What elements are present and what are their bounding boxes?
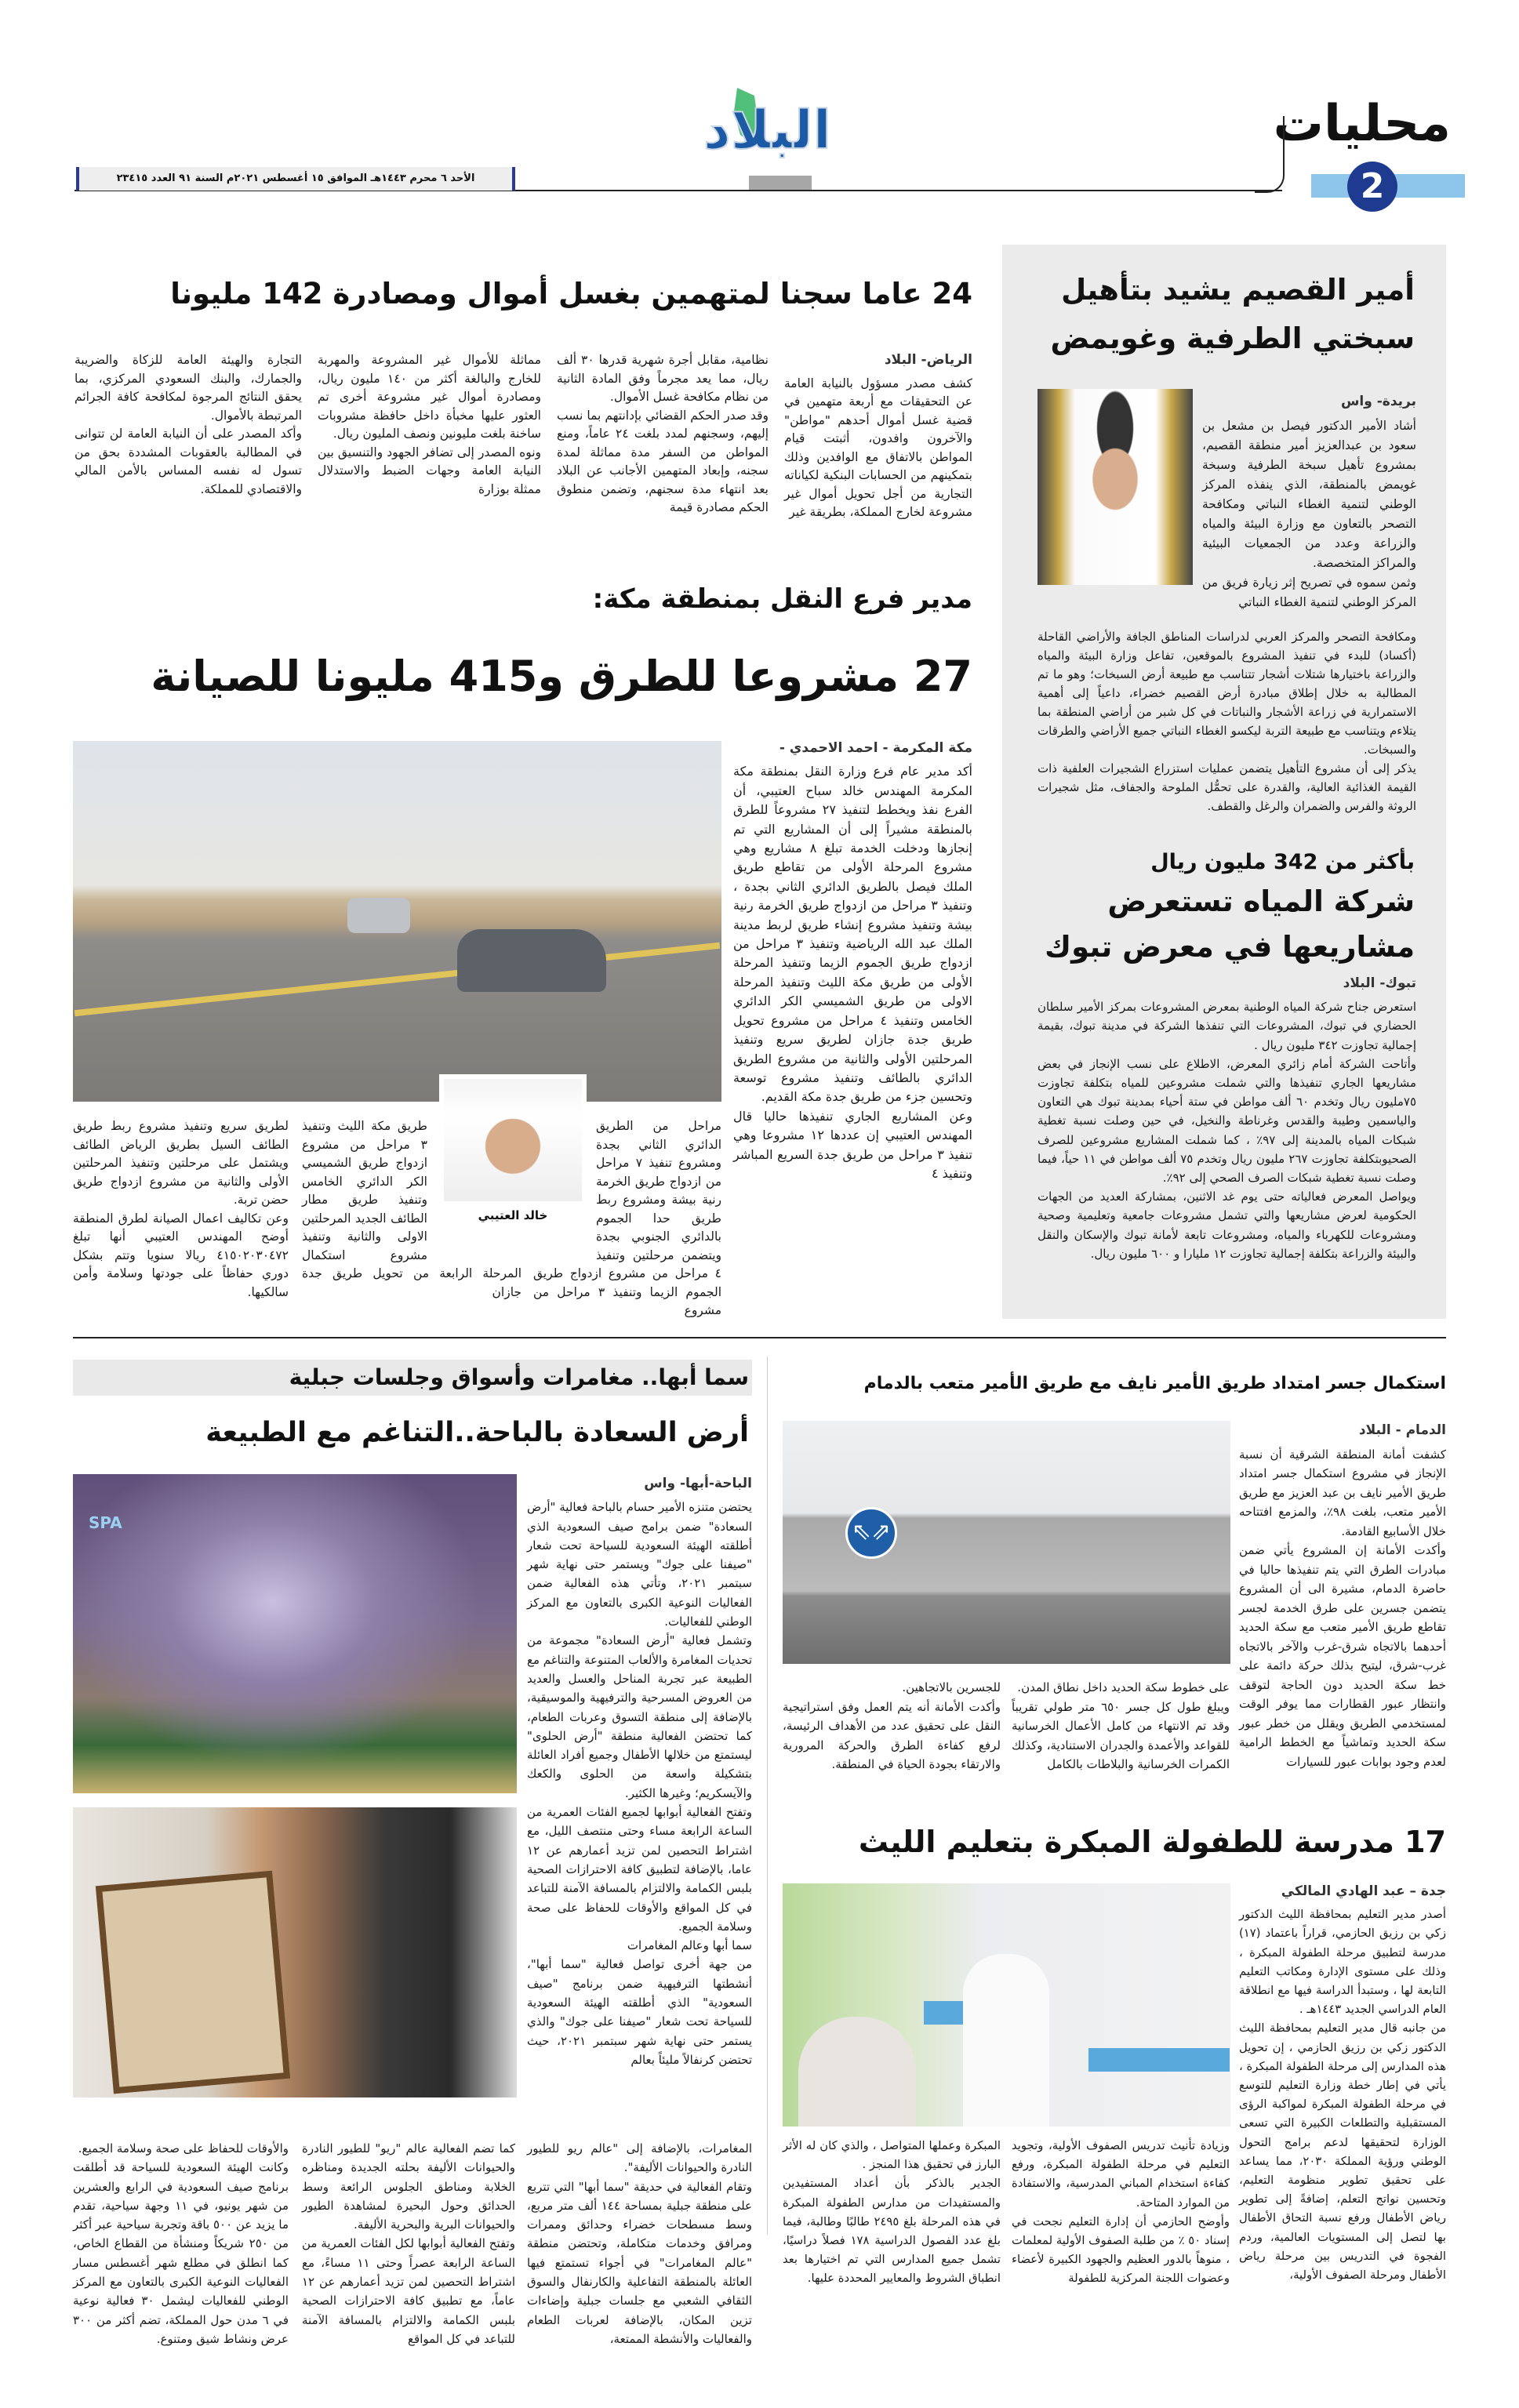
road-lane-line [74,942,720,1016]
dateline: الباحة-أبها- واس [644,1476,752,1491]
logo-text: البلاد [703,100,831,162]
section-divider [73,1337,1446,1338]
direction-sign-icon: ⇖⇗ [845,1507,897,1559]
dateline: الرياض- البلاد [884,352,972,368]
kicker-water: بأكثر من 342 مليون ريال [1150,850,1415,874]
column: نظامية، مقابل أجرة شهرية قدرها ٣٠ ألف ريال، مما يعد مجرماً وفق المادة الثانية من نظام مكافحة غسل الأموال. وقد صدر الحكم القضائي بإدانتهم بما نسب إليهم، وسجنهم لمدد بلغت ٢٤ عاماً، ومنع المواطن من السفر مدة مماثلة لمدة سجنه، وإبعاد المتهمين الأجانب عن البلاد بعد انتهاء مدة سجنهم، وتضمن منطوق الحكم مصادرة قيمة [557,353,769,514]
issue-date: الأحد ٦ محرم ١٤٤٣هـ الموافق ١٥ أغسطس ٢٠٢١م السنة ٩١ العدد ٢٣٤١٥ [116,173,475,184]
column [1202,392,1416,619]
headline-water-2: مشاريعها في معرض تبوك [1045,930,1415,964]
classroom-photo [783,1883,1230,2127]
column: والأوقات للحفاظ على صحة وسلامة الجميع. وكانت الهيئة السعودية للسياحة قد أطلقت برنامج صيف السعودية في الرابع والعشرين من شهر يونيو، في ١١ وجهة سياحية، تقدم ما يزيد عن ٥٠٠ باقة وتجربة سياحية عبر أكثر من ٢٥٠ شريكاً ومنشأة من القطاع الخاص، كما انطلق في مطلع شهر أغسطس مسار الفعاليات النوعية الكبرى بالتعاون مع المركز الوطني للفعاليات ليشمل ٣٠ فعالية نوعية في ٦ مدن حول المملكة، تضم أكثر من ٣٠٠ عرض ونشاط شيق ومتنوع. [73,2141,289,2346]
portrait-qassim-governor [1037,389,1193,585]
bridge-photo [783,1421,1230,1664]
column-text: يحتضن متنزه الأمير حسام بالباحة فعالية "أرض السعادة" ضمن برامج صيف السعودية الذي أطلقته الهيئة السعودية للسياحة تحت شعار "صيفنا على جوك" ويستمر حتى نهاية شهر سبتمبر ٢٠٢١، وتأتي هذه الفعالية ضمن الفعاليات النوعية الكبرى بالتعاون مع المركز الوطني للفعاليات. وتشمل فعالية "أرض السعادة" مجموعة من تحديات المغامرة والألعاب المتنوعة والتناغم مع الطبيعة عبر تجربة المناحل والعسل والعديد من العروض المسرحية والترفيهية والموسيقية، بالإضافة إلى منطقة التسوق وعربات الطعام، كما تحتضن الفعالية منطقة "أرض الحلوى" ليستمتع من خلالها الأطفال وجميع أفراد العائلة بتشكيلة واسعة من الحلوى والكعك والآيسكريم؛ وغيرها الكثير. وتفتح الفعالية أبوابها لجميع الفئات العمرية من الساعة الرابعة مساء وحتى منتصف الليل، مع اشتراط التحصين لمن تزيد أعمارهم عن ١٢ عاما، بالإضافة لتطبيق كافة الاحترازات الصحية بلبس الكمامة والالتزام بالمسافة الآمنة للتباعد في كل المواقع والأوقات للحفاظ على صحة وسلامة الجميع. سما أبها وعالم المغامرات من جهة أخرى تواصل فعالية "سما أبها"، أنشطتها الترفيهية ضمن برنامج "صيف السعودية" الذي أطلقته الهيئة السعودية للسياحة تحت شعار "صيفنا على جوك" والذي يستمر حتى نهاية شهر سبتمبر ٢٠٢١، حيث تحتضن كرنفالاً مليئاً بعالم [527,1500,753,2067]
car-image [347,898,410,933]
kicker-roads: مدير فرع النقل بمنطقة مكة: [592,583,972,615]
storm-photo [73,1474,517,1793]
headline-baha: أرض السعادة بالباحة..التناغم مع الطبيعة [205,1417,749,1448]
student-image [963,1954,1049,2127]
column-text: كشف مصدر مسؤول بالنيابة العامة عن التحقيقات مع أربعة متهمين في قضية غسل أموال أحدهم "مواطن" والآخرون وافدون، أثبتت قيام المواطن بالاتفاق مع الوافدين وذلك بتمكينهم من الحسابات البنكية لكياناته التجارية من أجل تحويل أموال غير مشروعة لخارج المملكة، بطريقة غير [784,376,972,519]
headline-water-1: شركة المياه تستعرض [1107,884,1415,918]
column: للجسرين بالاتجاهين. وأكدت الأمانة أنه يتم العمل وفق استراتيجية النقل على تحقيق عدد من الأهداف الرئيسة، لرفع كفاءة الطرق والحركة المرورية والارتقاء بجودة الحياة في المنطقة. [783,1680,1001,1771]
dateline: مكة المكرمة - احمد الاحمدي - [779,740,972,756]
masthead-logo [703,88,831,174]
page-number-badge: 2 [1347,162,1397,212]
kicker-baha: سما أبها.. مغامرات وأسواق وجلسات جبلية [289,1364,749,1390]
car-image [457,929,606,992]
column-text: استعرض جناح شركة المياه الوطنية بمعرض المشروعات بمركز الأمير سلطان الحضاري في تبوك، المشروعات التي تنفذها الشركة في مدينة تبوك، بقيمة إجمالية تجاوزت ٣٤٢ مليون ريال . وأتاحت الشركة أمام زائري المعرض، الاطلاع على نسب الإنجاز في بعض مشاريعها الجاري تنفيذها والتي شملت مشروعين للمياه بتكلفة تجاوزت ٧٥مليون ريال وتخدم ٦٠ ألف مواطن في ستة أحياء بمدينة تبوك هي التعاون والياسمين وطيبة والقدس وغرناطة والنخيل، في حين وصلت نسبة تغطية شبكات المياه بالمدينة إلى ٩٧٪ ، كما شملت المشاريع مشروعين للصرف الصحيوبتكلفة تجاوزت ٢٦٧ مليون ريال وتخدم ٧٥ ألف مواطن في ١١ حياً، فيما وصلت نسبة تغطية شبكات الصرف الصحي إلى ٩٢٪. ويواصل المعرض فعالياته حتى يوم غد الاثنين، بمشاركة العديد من الجهات الحكومية لعرض مشاريعها والتي تشمل مشروعات جامعية وتعليمية وصحية ومشروعات للكهرباء والمياه، ومشروعات تابعة لأمانة تبوك والإسكان والنقل والبيئة والزراعة بتكلفة إجمالية تجاوزت ١٢ مليارا و ٦٠٠ مليون ريال. [1037,1000,1417,1261]
desk-image [1088,2048,1230,2072]
column [1239,1421,1446,1774]
column-text: أشاد الأمير الدكتور فيصل بن مشعل بن سعود بن عبدالعزيز أمير منطقة القصيم، بمشروع تأهيل سبخة الطرفية وسبخة غويمض بالمنطقة، الذي ينفذه المركز الوطني لتنمية الغطاء النباتي ومكافحة التصحر بالتعاون مع وزارة البيئة والمياه والزراعة وعدد من الجمعيات البيئية والمراكز المتخصصة. وثمن سموه في تصريح إثر زيارة فريق من المركز الوطني لتنمية الغطاء النباتي [1202,419,1416,609]
section-title: محليات [1273,95,1451,153]
portrait-khalid-alotaibi [439,1074,587,1206]
headline-schools: 17 مدرسة للطفولة المبكرة بتعليم الليث [858,1825,1446,1859]
column: على خطوط سكة الحديد داخل نطاق المدن. ويبلغ طول كل جسر ٦٥٠ متر طولي تقريباً وقد تم الانتهاء من كامل الأعمال الخرسانية للقواعد والأعمدة والجدران الاستنادية، وكذلك الكمرات الخرسانية والبلاطات بالكامل [1012,1680,1230,1771]
column: مماثلة للأموال غير المشروعة والمهربة للخارج والبالغة أكثر من ١٤٠ مليون ريال، ومصادرة أموال غير مشروعة أخرى تم العثور عليها مخبأة داخل حافظة مشروبات ساخنة بلغت مليونين ونصف المليون ريال. ونوه المصدر إلى تضافر الجهود والتنسيق بين النيابة العامة وجهات الضبط والاستدلال ممثلة بوزارة [318,353,541,496]
column: ومكافحة التصحر والمركز العربي لدراسات المناطق الجافة والأراضي القاحلة (أكساد) للبدء في تنفيذ المشروع بالموقعين، تفاعل وزارة البيئة والمياه والزراعة باختيارها شتلات أشجار تتناسب مع طبيعة أرض السبخات؛ وهو ما تم المطالبة به خلال إطلاق مبادرة أرض القصيم خضراء، داعياً إلى أهمية الاستمرارية في زراعة الأشجار والنباتات في كل شبر من أراضي المنطقة بما يتلاءم ويتناسب مع طبيعة التربة ليكسو الغطاء النباتي جميع الأراضي والطرقات والسبخات. يذكر إلى أن مشروع التأهيل يتضمن عمليات استزراع الشجيرات العلفية ذات القيمة الغذائية العالية، والقدرة على تحمُّل الملوحة والجفاف، مثل شجيرات الروثة والفرس والضمران والرغل والقطف. [1037,630,1416,813]
column: وزيادة تأنيث تدريس الصفوف الأولية، وتجويد التعليم في مرحلة الطفولة المبكرة، ورفع كفاءة استخدام المباني المدرسية، والاستفادة من الموارد المتاحة. وأوضح الحازمي أن إدارة التعليم نجحت في إسناد ٥٠ ٪ من طلبة الصفوف الأولية لمعلمات ، منوهاً بالدور العظيم والجهود الكبيرة لأعضاء وعضوات اللجنة المركزية للطفولة [1012,2139,1230,2286]
column: التجارة والهيئة العامة للزكاة والضريبة والجمارك، والبنك السعودي المركزي، بما يحقق النتائج المرجوة لمكافحة كافة الجرائم المرتبطة بالأموال. وأكد المصدر على أن النيابة العامة لن تتوانى في المطالبة بالعقوبات المشددة بحق من تسول له نفسه المساس بالأمن المالي والاقتصادي للمملكة. [74,353,302,496]
painting-canvas [96,1871,290,2094]
portrait-caption: خالد العتيبي [478,1208,548,1222]
dateline: جدة – عبد الهادي المالكي [1281,1883,1446,1899]
header-rule-curve [1255,116,1285,193]
column-text: كشفت أمانة المنطقة الشرقية أن نسبة الإنجاز في مشروع استكمال جسر امتداد طريق الأمير نايف بن عبد العزيز مع طريق الأمير متعب، بلغت ٩٨٪، والمزمع افتتاحه خلال الأسابيع القادمة. وأكدت الأمانة إن المشروع يأتي ضمن مبادرات الطرق التي يتم تنفيذها حاليا في حاضرة الدمام، مشيرة الى أن المشروع يتضمن جسرين على طرق الخدمة لجسر تقاطع طريق الأمير متعب مع سكة الحديد أحدهما بالاتجاه شرق-غرب والآخر بالاتجاه غرب-شرق، ليتيح بذلك حركة دائمة على خط سكة الحديد دون الحاجة لتوقف وانتظار عبور القطارات مما يوفر الوقت لمستخدمي الطريق ويقلل من خطر عبور سكة الحديد وتماشياً مع الخطط الرامية لعدم وجود بوابات عبور للسيارات [1239,1447,1446,1769]
column: المبكرة وعملها المتواصل ، والذي كان له الأثر البارز في تحقيق هذا المنجز . الجدير بالذكر بأن أعداد المستفيدين والمستفيدات من مدارس الطفولة المبكرة في هذه المرحلة بلغ ٢٤٩٥ طالبًا وطالبة، فيما بلغ عدد الفصول الدراسية ١٧٨ فصلاً دراسيًا، تشمل جميع المدارس التي تم اختيارها بعد انطباق الشروط والمعايير المحددة عليها. [783,2139,1001,2286]
headline-dammam: استكمال جسر امتداد طريق الأمير نايف مع طريق الأمير متعب بالدمام [863,1374,1446,1393]
column-text: مراحل من الطريق الدائري الثاني بجدة ومشروع تنفيذ ٧ مراحل من ازدواج طريق الخرمة رنية بيشة ومشروع ربط طريق حدا الجموم بالدائري الجنوبي بجدة ويتضمن مرحلتين وتنفيذ ٤ مراحل من مشروع ازدواج طريق الجموم الزيما وتنفيذ ٣ مراحل من مشروع [533,1119,722,1317]
headline-qassim-1: أمير القصيم يشيد بتأهيل [1061,273,1415,307]
headline-money-laundering: 24 عاما سجنا لمتهمين بغسل أموال ومصادرة 142 مليونا [170,277,972,311]
spa-watermark: SPA [89,1513,122,1532]
headline-qassim-2: سبختي الطرفية وغويمض [1050,321,1415,355]
column-divider [767,1357,768,2235]
column-text: أكد مدير عام فرع وزارة النقل بمنطقة مكة المكرمة المهندس خالد سباح العتيبي، أن الفرع نفذ ويخطط لتنفيذ ٢٧ مشروعاً للطرق بالمنطقة مشيراً إلى أن المشاريع التي تم إنجازها ودخلت الخدمة تبلغ ٨ مشاريع وهي مشروع المرحلة الأولى من تقاطع طريق الملك فيصل بالطريق الدائري الثاني بجدة ، وتنفيذ ٣ مراحل من ازدواج طريق الخرمة رنية بيشة وتنفيذ مشروع إنشاء طريق لربط مدينة الملك عبد الله الرياضية وتنفيذ ٣ مراحل من ازدواج طريق الجموم الزيما وتنفيذ المرحلة الأولى من طريق مكة الليث وتنفيذ المرحلة الاولى من طريق الشميسي الكر الدائري الخامس وتنفيذ ٤ مراحل من مشروع تحويل طريق جدة جازان لطريق سريع وتنفيذ المرحلتين الأولى والثانية من مشروع الطريق الدائري بالطائف وتنفيذ مشروع توسعة وتحسين جزء من طريق جدة مكة القديم. وعن المشاريع الجاري تنفيذها حاليا قال المهندس العتيبي إن عددها ١٢ مشروعا وهي تنفيذ ٣ مراحل من طريق جدة السريع المباشر وتنفيذ ٤ [733,764,973,1181]
road-photo [73,741,721,1102]
dateline: تبوك- البلاد [1343,975,1416,991]
artist-photo [73,1807,517,2097]
date-bar [76,167,515,191]
column [784,351,972,532]
column [1239,1882,1446,2283]
headline-roads: 27 مشروعا للطرق و415 مليونا للصيانة [151,652,972,701]
column: لطريق سريع وتنفيذ مشروع ربط طريق الطائف السيل بطريق الرياض الطائف ويشتمل على مرحلتين وتنفيذ المرحلتين الأولى والثانية من مشروع ازدواج طريق حضن تربة. وعن تكاليف اعمال الصيانة لطرق المنطقة أوضح المهندس العتيبي أنها تبلغ ٤١٥٠٢٠٣٠٤٧٢ ريالا سنويا وتتم بشكل دوري حفاظاً على جودتها وسلامة وأمن سالكيها. [73,1119,289,1299]
column-text: أصدر مدير التعليم بمحافظة الليث الدكتور زكي بن رزيق الحازمي، قراراً باعتماد (١٧) مدرسة لتطبيق مرحلة الطفولة المبكرة ، وذلك على مستوى الإدارة ومكاتب التعليم التابعة لها ، وستبدأ الدراسة فيها مع انطلاقة العام الدراسي الجديد ١٤٤٣هـ . من جانبه قال مدير التعليم بمحافظة الليث الدكتور زكي بن رزيق الحازمي ، إن تحويل هذه المدارس إلى مرحلة الطفولة المبكرة ، يأتي في إطار خطة وزارة التعليم للتوسع في مرحلة الطفولة المبكرة لمواكبة الرؤى المستقبلية والتطلعات الكبيرة التي تسعى الوزارة لتحقيقها لدعم برامج التحول الوطني ورؤية المملكة ٢٠٣٠، مما يساعد على تحقيق تطوير منظومة التعليم، وتحسين نواتج التعلم، إضافةً إلى تطوير رياض الأطفال ورفع نسبة التحاق الأطفال بها لتصل إلى المستويات العالمية، وردم الفجوة في التدريس بين مرحلة رياض الأطفال ومرحلة الصفوف الأولية، [1239,1908,1446,2283]
column [527,1474,752,2134]
column: كما تضم الفعالية عالم "ريو" للطيور النادرة والحيوانات الأليفة بحلته الجديدة ومناظره الخلابة ومناطق الجلوس الرائعة وسط الحدائق وحول البحيرة لمشاهدة الطيور والحيوانات البرية والبحرية الأليفة. وتفتح الفعالية أبوابها لكل الفئات العمرية من الساعة الرابعة عصراً وحتى ١١ مساءً، مع اشتراط التحصين لمن تزيد أعمارهم عن ١٢ عاماً، مع تطبيق كافة الاحترازات الصحية بلبس الكمامة والالتزام بالمسافة الآمنة للتباعد في كل المواقع [302,2141,515,2346]
column [733,739,972,1327]
dateline: بريدة- واس [1340,394,1416,409]
column: المغامرات، بالإضافة إلى "عالم ريو للطيور النادرة والحيوانات الأليفة". وتقام الفعالية في حديقة "سما أبها" التي تتربع على منطقة جبلية بمساحة ١٤٤ ألف متر مربع، وسط مسطحات خضراء وحدائق وممرات ومرافق وخدمات متكاملة، وتحتضن منطقة "عالم المغامرات" في أجواء تستمتع فيها العائلة بالمنطقة التفاعلية والكارنفال والسوق الثقافي الشعبي مع جلسات جبلية وإضاءات تزين المكان، بالإضافة لعربات الطعام والفعاليات والأنشطة الممتعة، [527,2141,753,2346]
student-image [798,2017,916,2127]
dateline: الدمام - البلاد [1358,1422,1446,1438]
logo-underbar [749,176,812,190]
column-text: طريق مكة الليث وتنفيذ ٣ مراحل من مشروع ازدواج طريق الشميسي الكر الدائري الخامس وتنفيذ طريق مطار الطائف الجديد المرحلتين الاولى والثانية وتنفيذ مشروع استكمال المرحلة الرابعة من تحويل طريق جدة جازان [302,1119,521,1299]
column [1037,974,1416,1311]
